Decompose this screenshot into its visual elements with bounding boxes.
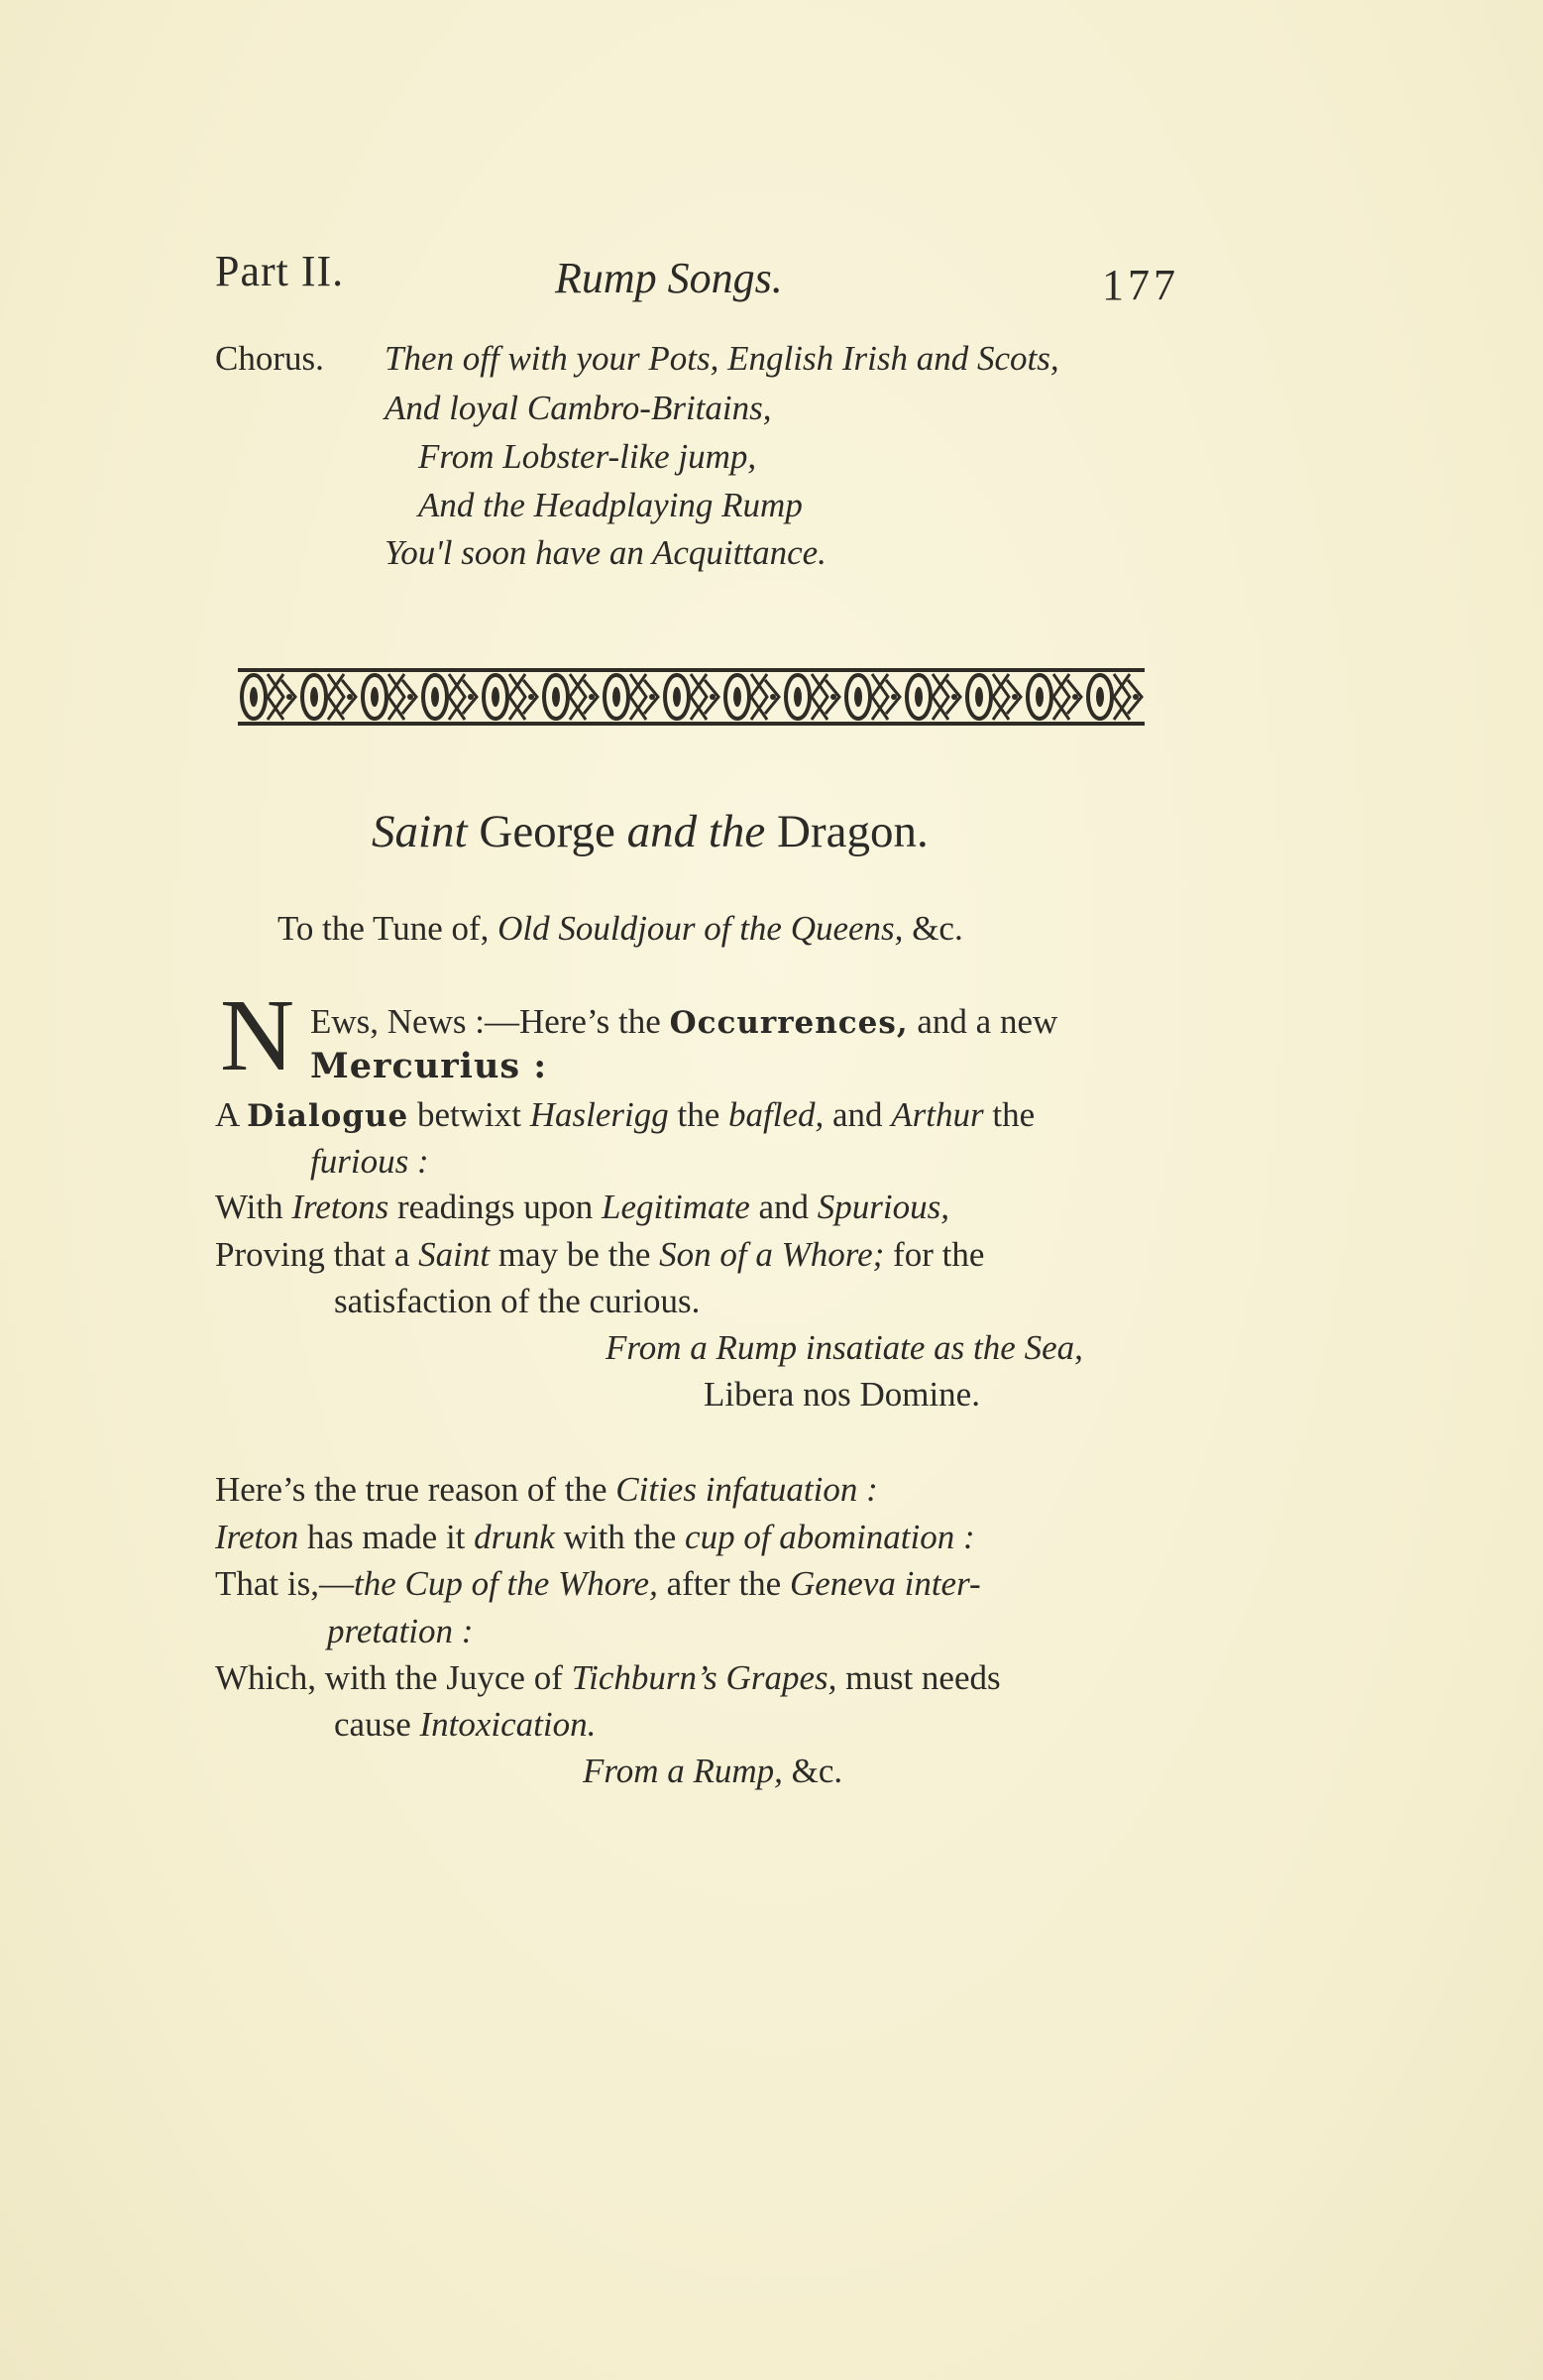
song-title-and-the: and the [626,806,766,857]
stanza2-l3-geneva: Geneva inter- [789,1564,981,1603]
stanza2-line-7 [583,1752,842,1791]
stanza1-line-6 [215,1235,984,1275]
stanza1-l6-c: may be the [497,1235,651,1274]
stanza2-line-4: pretation : [327,1612,474,1650]
stanza2-l5-tichburn: Tichburn’s Grapes, [571,1658,837,1697]
stanza1-l3-bafled: bafled, [728,1095,825,1134]
tune-prefix: To the Tune of, [277,909,490,948]
stanza1-line-1 [310,1002,1057,1042]
stanza1-l3-dialogue: Dialogue [247,1098,409,1134]
song-title-dragon: Dragon. [777,806,929,857]
stanza2-l2-b: has made it [307,1518,466,1556]
stanza1-l3-e: the [677,1095,720,1134]
stanza2-line-2 [215,1518,975,1557]
chorus-line-1: Then off with your Pots, English Irish and Scots, [385,339,1059,378]
chorus-line-2: And loyal Cambro-Britains, [385,389,772,427]
stanza1-l5-e: and [758,1188,810,1226]
stanza2-l6-a: cause [334,1705,411,1744]
stanza2-line-1 [215,1470,878,1510]
stanza1-line-9: Libera nos Domine. [704,1375,980,1414]
stanza1-l5-c: readings upon [396,1188,594,1226]
ornament-band [238,664,1145,730]
stanza2-l1-b: Cities infatuation : [615,1470,878,1509]
stanza1-line-3 [215,1095,1035,1135]
tune-name: Old Souldjour of the Queens, [497,909,904,948]
song-title [372,805,929,858]
stanza1-l6-a: Proving that a [215,1235,410,1274]
stanza1-l1-text: Ews, News :—Here’s the [310,1002,661,1041]
stanza2-l2-cup: cup of abomination : [685,1518,975,1556]
stanza1-line-7: satisfaction of the curious. [334,1282,701,1320]
running-header-title: Rump Songs. [555,254,783,302]
stanza2-l5-a: Which, with the Juyce of [215,1658,563,1697]
stanza1-l6-son: Son of a Whore; [659,1235,885,1274]
stanza1-line-2: Mercurius : [310,1046,548,1086]
stanza2-l1-a: Here’s the true reason of the [215,1470,607,1509]
running-header-part: Part II. [215,247,345,295]
stanza1-l3-a: A [215,1095,239,1134]
song-title-george: George [479,806,615,857]
drop-cap: N [220,978,295,1092]
stanza1-l5-spurious: Spurious, [817,1188,950,1226]
stanza1-l5-a: With [215,1188,283,1226]
stanza1-l6-e: for the [893,1235,985,1274]
stanza1-line-5 [215,1188,949,1227]
stanza1-l1-end: and a new [917,1002,1058,1041]
stanza2-l2-d: with the [563,1518,677,1556]
stanza2-line-6 [334,1705,596,1745]
stanza1-l1-blackletter: Occurrences, [669,1005,909,1041]
chorus-line-5: You'l soon have an Acquittance. [385,533,827,572]
tune-suffix: &c. [912,909,963,948]
song-title-saint: Saint [372,806,468,857]
stanza1-l3-arthur: Arthur [891,1095,984,1134]
stanza1-l3-haslerigg: Haslerigg [529,1095,669,1134]
stanza1-l5-iretons: Iretons [291,1188,389,1226]
stanza1-line-8: From a Rump insatiate as the Sea, [606,1328,1083,1367]
stanza1-l3-c: betwixt [417,1095,521,1134]
stanza1-l3-g: and [831,1095,883,1134]
stanza2-l2-drunk: drunk [474,1518,555,1556]
chorus-label: Chorus. [215,339,324,378]
stanza2-l5-c: must needs [845,1658,1001,1697]
stanza2-l3-b: the Cup of the Whore, [353,1564,658,1603]
stanza2-l7-b: &c. [791,1752,843,1790]
stanza2-l7-a: From a Rump, [583,1752,783,1790]
stanza2-line-3 [215,1564,981,1604]
stanza2-l6-intoxication: Intoxication. [419,1705,597,1744]
tune-line [277,909,963,949]
stanza1-l3-i: the [992,1095,1036,1134]
chorus-line-3: From Lobster-like jump, [418,437,757,476]
page-number: 177 [1102,261,1179,309]
stanza2-line-5 [215,1658,1001,1698]
stanza1-l5-legitimate: Legitimate [602,1188,750,1226]
stanza1-l6-saint: Saint [418,1235,491,1274]
stanza2-l3-c: after the [666,1564,782,1603]
stanza2-l2-ireton: Ireton [215,1518,299,1556]
stanza2-l3-a: That is,— [215,1564,354,1603]
chorus-line-4: And the Headplaying Rump [418,486,803,524]
stanza1-line-4: furious : [310,1142,429,1181]
